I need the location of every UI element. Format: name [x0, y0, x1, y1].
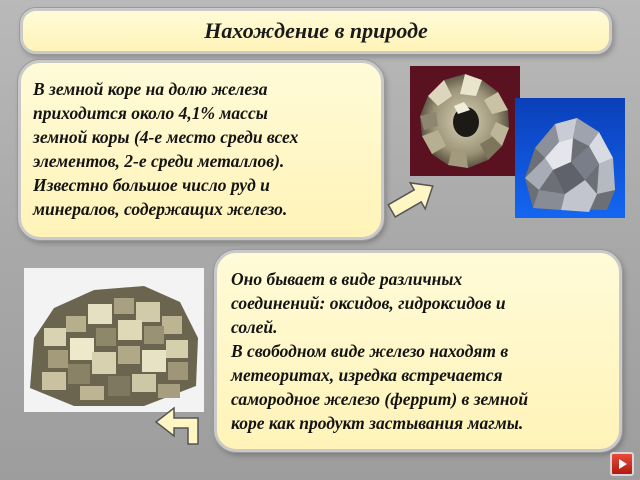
bent-arrow-icon: [150, 392, 206, 448]
text-line: метеоритах, изредка встречается: [231, 365, 503, 385]
info-panel-bottom: [214, 250, 622, 452]
text-line: солей.: [231, 317, 278, 337]
text-line: минералов, содержащих железо.: [33, 199, 288, 219]
pyrite-cluster-image: [24, 268, 204, 412]
text-line: приходится около 4,1% массы: [33, 103, 268, 123]
title-banner: [20, 8, 612, 54]
play-triangle-icon: [616, 458, 628, 470]
text-line: самородное железо (феррит) в земной: [231, 389, 529, 409]
iron-ore-image: [515, 98, 625, 218]
text-line: соединений: оксидов, гидроксидов и: [231, 293, 506, 313]
text-line: В свободном виде железо находят в: [231, 341, 509, 361]
text-line: земной коры (4-е место среди всех: [33, 127, 299, 147]
next-slide-button[interactable]: [610, 452, 634, 476]
info-panel-top: [18, 60, 384, 240]
slide-title: Нахождение в природе: [204, 18, 428, 43]
bent-arrow-icon: [384, 176, 440, 220]
text-line: Оно бывает в виде различных: [231, 269, 463, 289]
text-line: Известно большое число руд и: [33, 175, 270, 195]
text-line: элементов, 2-е среди металлов).: [33, 151, 285, 171]
text-line: коре как продукт застывания магмы.: [231, 413, 524, 433]
pyrite-sun-image: [410, 66, 520, 176]
text-line: В земной коре на долю железа: [33, 79, 268, 99]
